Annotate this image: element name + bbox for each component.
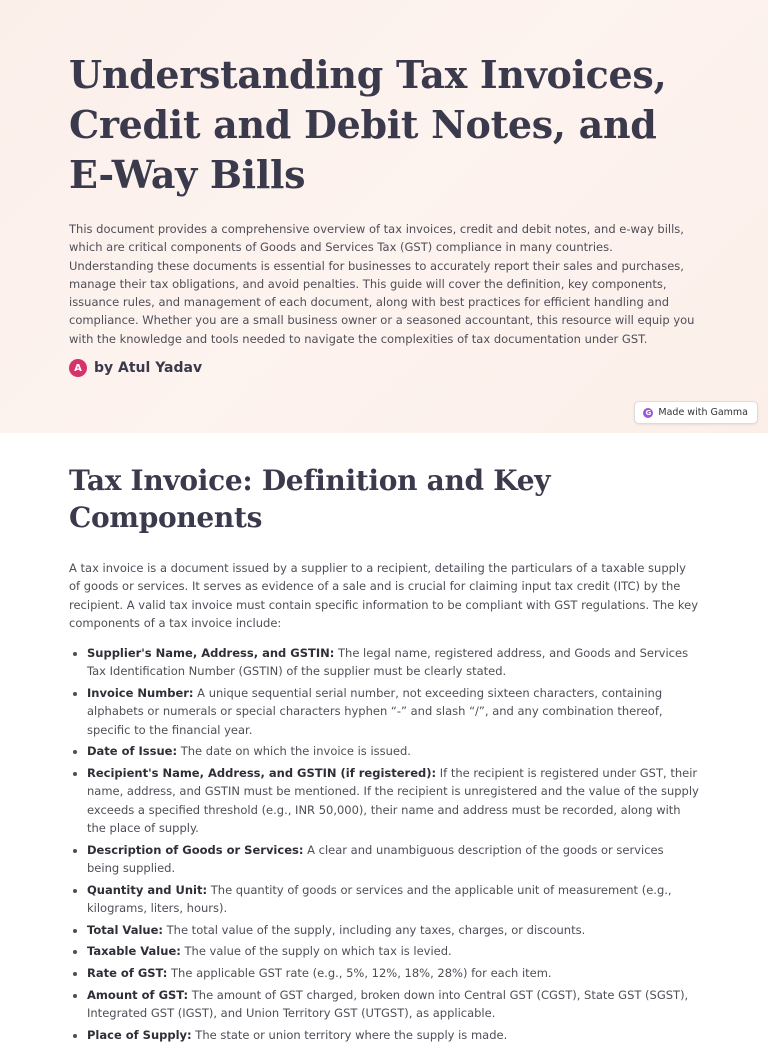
list-item-description: The legal name, registered address, and Goods and Services Tax Identification Number (GSTIN) of the supplier must be clearly stated.	[87, 646, 689, 679]
list-item	[87, 764, 699, 837]
list-item	[87, 841, 699, 878]
list-item	[87, 1026, 699, 1044]
author-line	[69, 359, 699, 377]
list-item-description: The date on which the invoice is issued.	[177, 744, 411, 759]
list-item-description: The total value of the supply, including any taxes, charges, or discounts.	[162, 922, 586, 937]
list-item-term: Invoice Number:	[87, 686, 194, 701]
list-item	[87, 986, 699, 1023]
list-item-description: If the recipient is registered under GST, their name, address, and GSTIN must be mentioned. If the recipient is unregistered and the value of the supply exceeds a specified threshold (e.g., INR 50,000), their name and address must be recorded, along with the place of supply.	[87, 766, 699, 836]
list-item-term: Total Value:	[87, 922, 163, 937]
list-item	[87, 942, 699, 960]
list-item-term: Amount of GST:	[87, 987, 189, 1002]
list-item-description: A clear and unambiguous description of the goods or services being supplied.	[87, 842, 664, 876]
list-item	[87, 742, 699, 760]
list-item	[87, 881, 699, 918]
list-item-description: A unique sequential serial number, not exceeding sixteen characters, containing alphabets or numerals or special characters hyphen “-” and slash “/”, and any combination thereof, specific to the financial year.	[87, 686, 663, 737]
tax-invoice-section	[69, 462, 699, 1047]
list-item-description: The applicable GST rate (e.g., 5%, 12%, 18%, 28%) for each item.	[167, 966, 552, 981]
section-intro-paragraph: A tax invoice is a document issued by a supplier to a recipient, detailing the particulars of a taxable supply of goods or services. It serves as evidence of a sale and is crucial for claiming input tax credit (ITC) by the recipient. A valid tax invoice must contain specific information to be compliant with GST regulations. The key components of a tax invoice include:	[69, 561, 698, 630]
made-with-gamma-button[interactable]	[634, 401, 758, 424]
list-item-term: Description of Goods or Services:	[87, 842, 304, 857]
list-item-term: Taxable Value:	[87, 944, 181, 959]
author-name: by Atul Yadav	[94, 360, 203, 377]
page-title: Understanding Tax Invoices, Credit and Debit Notes, and E-Way Bills	[69, 52, 667, 197]
list-item	[87, 921, 699, 939]
list-item-description: The state or union territory where the supply is made.	[191, 1027, 508, 1042]
list-item-term: Rate of GST:	[87, 966, 168, 981]
list-item-term: Place of Supply:	[87, 1027, 192, 1042]
list-item-description: The value of the supply on which tax is levied.	[180, 944, 452, 959]
avatar: A	[69, 359, 87, 377]
list-item-term: Date of Issue:	[87, 744, 178, 759]
list-item-description: The quantity of goods or services and the applicable unit of measurement (e.g., kilograms, liters, hours).	[87, 882, 672, 915]
section-title: Tax Invoice: Definition and Key Components	[69, 464, 551, 534]
list-item-term: Recipient's Name, Address, and GSTIN (if registered):	[87, 766, 437, 781]
key-components-list	[69, 644, 699, 1044]
title-card-content	[69, 50, 699, 377]
gamma-logo-icon: G	[643, 408, 653, 418]
made-with-gamma-label: Made with Gamma	[658, 407, 748, 418]
intro-paragraph: This document provides a comprehensive overview of tax invoices, credit and debit notes, and e-way bills, which are critical components of Goods and Services Tax (GST) compliance in many countries. Understanding these documents is essential for businesses to accurately report their sales and purchases, manage their tax obligations, and avoid penalties. This guide will cover the definition, key components, issuance rules, and management of each document, along with best practices for efficient handling and compliance. Whether you are a small business owner or a seasoned accountant, this resource will equip you with the knowledge and tools needed to navigate the complexities of tax documentation under GST.	[69, 222, 695, 346]
list-item-term: Supplier's Name, Address, and GSTIN:	[87, 646, 335, 661]
list-item-description: The amount of GST charged, broken down into Central GST (CGST), State GST (SGST), Integrated GST (IGST), and Union Territory GST (UTGST), as applicable.	[87, 987, 689, 1021]
title-card	[0, 0, 768, 433]
list-item	[87, 684, 699, 739]
list-item-term: Quantity and Unit:	[87, 882, 208, 897]
list-item	[87, 964, 699, 982]
list-item	[87, 644, 699, 681]
